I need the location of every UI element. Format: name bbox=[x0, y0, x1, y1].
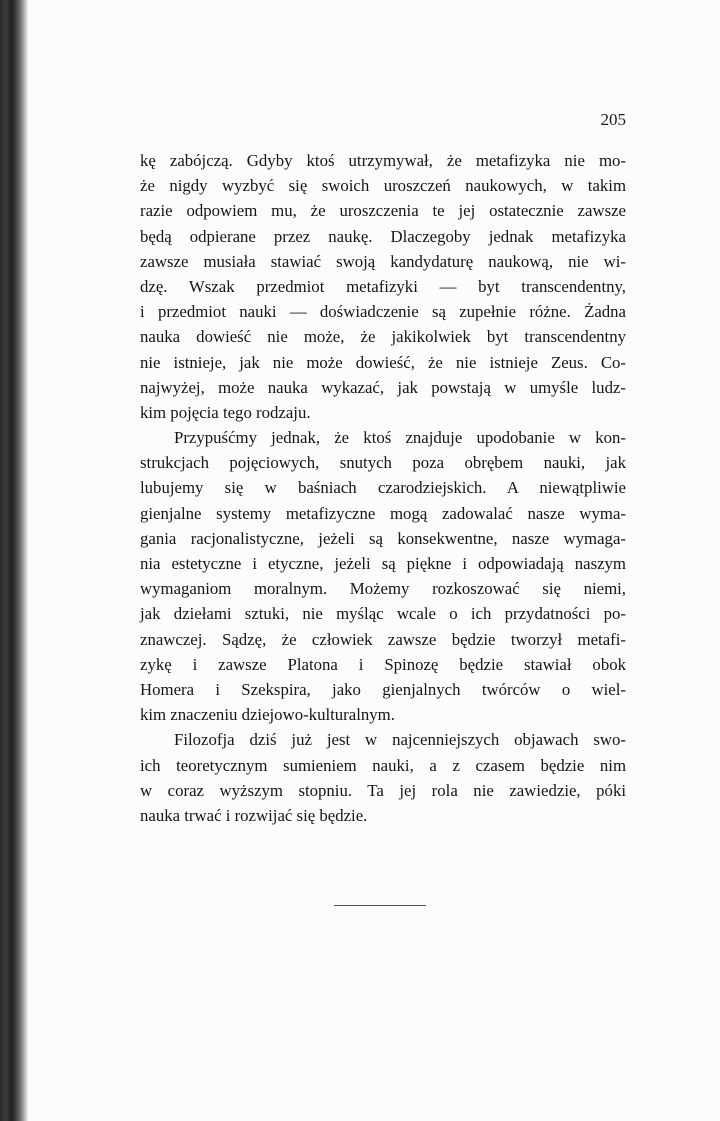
text-line: kę zabójczą. Gdyby ktoś utrzymywał, że metafizyka nie mo- bbox=[140, 151, 626, 170]
text-line: że nigdy wyzbyć się swoich uroszczeń naukowych, w takim bbox=[140, 176, 626, 196]
text-line: i przedmiot nauki — doświadczenie są zupełnie różne. Żadna bbox=[140, 302, 626, 322]
body-text bbox=[140, 148, 626, 828]
end-of-chapter-rule bbox=[334, 905, 426, 906]
text-line: zawsze musiała stawiać swoją kandydaturę naukową, nie wi- bbox=[140, 251, 626, 271]
text-line: Homera i Szekspira, jako gienjalnych twórców o wiel- bbox=[140, 679, 626, 699]
text-line: zykę i zawsze Platona i Spinozę będzie stawiał obok bbox=[140, 654, 626, 674]
text-line: strukcjach pojęciowych, snutych poza obrębem nauki, jak bbox=[140, 453, 626, 473]
text-line: nie istnieje, jak nie może dowieść, że nie istnieje Zeus. Co- bbox=[140, 352, 626, 372]
text-line: jak dziełami sztuki, nie myśląc wcale o ich przydatności po- bbox=[140, 604, 626, 624]
text-line: będą odpierane przez naukę. Dlaczegoby jednak metafizyka bbox=[140, 226, 626, 246]
text-line: lubujemy się w baśniach czarodziejskich. A niewątpliwie bbox=[140, 478, 626, 498]
text-line: Filozofja dziś już jest w najcenniejszych objawach swo- bbox=[174, 730, 626, 750]
paragraph-2 bbox=[140, 425, 626, 727]
text-line: razie odpowiem mu, że uroszczenia te jej ostatecznie zawsze bbox=[140, 201, 626, 221]
text-line: wymaganiom moralnym. Możemy rozkoszować się niemi, bbox=[140, 579, 626, 599]
text-line: nauka trwać i rozwijać się będzie. bbox=[140, 805, 368, 825]
text-line: gania racjonalistyczne, jeżeli są konsekwentne, nasze wymaga- bbox=[140, 528, 626, 548]
text-line: ich teoretycznym sumieniem nauki, a z czasem będzie nim bbox=[140, 755, 626, 775]
paragraph-3 bbox=[140, 727, 626, 828]
text-line: kim znaczeniu dziejowo-kulturalnym. bbox=[140, 705, 395, 725]
text-line: dzę. Wszak przedmiot metafizyki — byt transcendentny, bbox=[140, 276, 626, 296]
text-line: nauka dowieść nie może, że jakikolwiek byt transcendentny bbox=[140, 327, 626, 347]
text-line: najwyżej, może nauka wykazać, jak powstają w umyśle ludz- bbox=[140, 377, 626, 397]
text-line: znawczej. Sądzę, że człowiek zawsze będzie tworzył metafi- bbox=[140, 629, 626, 649]
text-line: Przypuśćmy jednak, że ktoś znajduje upodobanie w kon- bbox=[174, 428, 626, 448]
text-line: kim pojęcia tego rodzaju. bbox=[140, 402, 311, 422]
text-line: w coraz wyższym stopniu. Ta jej rola nie zawiedzie, póki bbox=[140, 780, 626, 800]
paragraph-1 bbox=[140, 148, 626, 425]
book-binding-edge bbox=[0, 0, 28, 1121]
text-line: gienjalne systemy metafizyczne mogą zadowalać nasze wyma- bbox=[140, 503, 626, 523]
text-line: nia estetyczne i etyczne, jeżeli są piękne i odpowiadają naszym bbox=[140, 554, 626, 573]
page-number: 205 bbox=[600, 110, 626, 129]
